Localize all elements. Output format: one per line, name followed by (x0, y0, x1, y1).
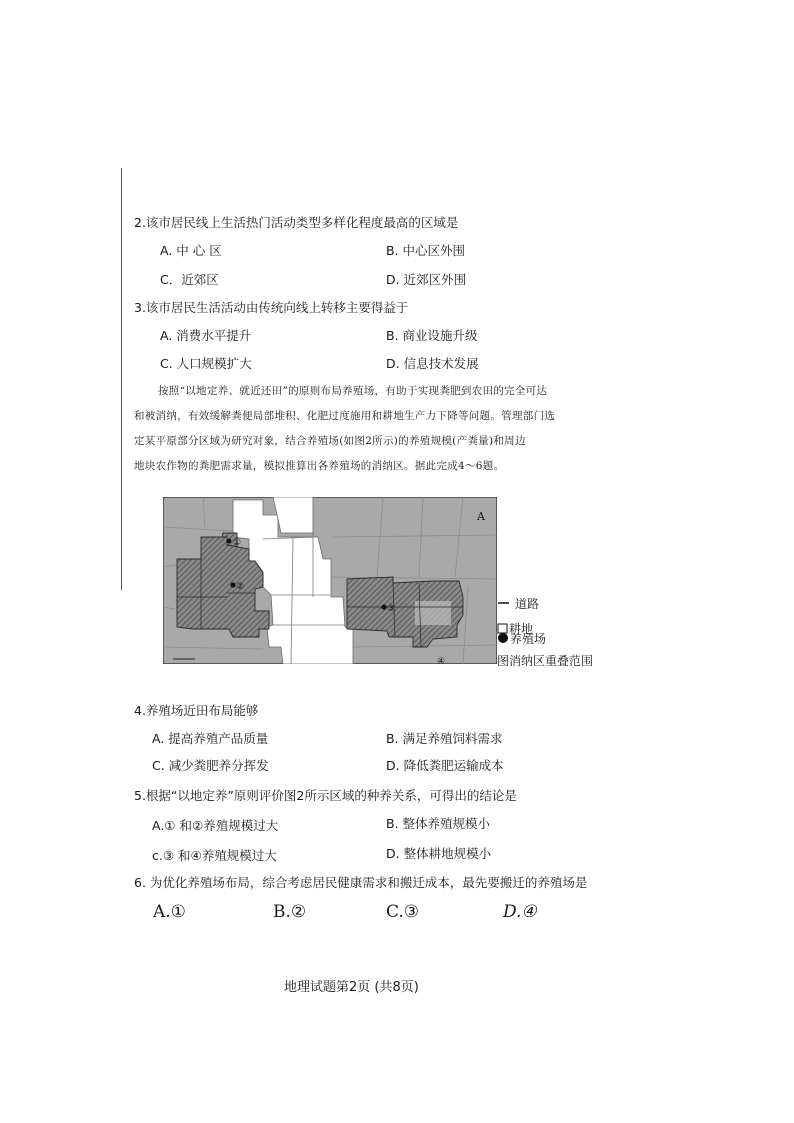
page-footer: 地理试题第2页 (共8页) (284, 980, 419, 995)
binding-margin-line (121, 168, 122, 590)
passage-line-2: 和被消纳，有效缓解粪便局部堆积、化肥过度施用和耕地生产力下降等问题。管理部门选 (134, 410, 556, 422)
q5-stem: 5.根据“以地定养”原则评价图2所示区域的种养关系，可得出的结论是 (134, 788, 517, 803)
q2-stem: 2.该市居民线上生活热门活动类型多样化程度最高的区域是 (134, 215, 459, 230)
q5-option-a[interactable]: A.① 和②养殖规模过大 (152, 818, 279, 833)
farm-1-label: ① (233, 538, 242, 548)
passage-line-1: 按照“以地定养、就近还田”的原则布局养殖场，有助于实现粪肥到农田的完全可达 (158, 385, 548, 397)
q3-option-d[interactable]: D. 信息技术发展 (386, 356, 479, 371)
q2-option-a[interactable]: A. 中 心 区 (160, 243, 222, 258)
q4-option-b[interactable]: B. 满足养殖饲料需求 (386, 731, 503, 746)
legend-farmland: 耕地 (509, 622, 534, 636)
passage-line-3: 定某平原部分区域为研究对象，结合养殖场(如图2所示)的养殖规模(产粪量)和周边 (134, 435, 526, 447)
q4-option-c[interactable]: C. 减少粪肥养分挥发 (152, 758, 269, 773)
q4-option-a[interactable]: A. 提高养殖产品质量 (152, 731, 269, 746)
farm-legend-icon (497, 632, 509, 644)
legend-overlap-caption: 图消纳区重叠范围 (497, 654, 594, 668)
q3-option-a[interactable]: A. 消费水平提升 (160, 328, 252, 343)
map-corner-label: A (477, 510, 485, 523)
q4-stem: 4.养殖场近田布局能够 (134, 703, 259, 718)
q6-stem: 6. 为优化养殖场布局，综合考虑居民健康需求和搬迁成本，最先要搬迁的养殖场是 (134, 875, 588, 890)
farm-2-label: ② (236, 582, 245, 592)
passage-line-4: 地块农作物的粪肥需求量，模拟推算出各养殖场的消纳区。据此完成4～6题。 (134, 460, 505, 472)
farm-consumption-map (163, 497, 497, 664)
farm-4-label: ④ (437, 657, 446, 664)
q3-option-b[interactable]: B. 商业设施升级 (386, 328, 478, 343)
q3-stem: 3.该市居民生活活动由传统向线上转移主要得益于 (134, 300, 409, 315)
q4-option-d[interactable]: D. 降低粪肥运输成本 (386, 758, 504, 773)
q5-option-b[interactable]: B. 整体养殖规模小 (386, 816, 491, 831)
legend-road: 道路 (515, 597, 540, 611)
q5-option-d[interactable]: D. 整体耕地规模小 (386, 846, 492, 861)
farm-3-dot (381, 604, 386, 609)
farm-1-dot (227, 539, 232, 544)
q3-option-c[interactable]: C. 人口规模扩大 (160, 356, 252, 371)
legend-farm: 养殖场 (510, 632, 547, 646)
q6-option-b[interactable]: B.② (273, 902, 307, 922)
q2-option-c[interactable]: C．近郊区 (160, 272, 219, 287)
farm-2-dot (230, 582, 235, 587)
road-legend-icon (497, 598, 511, 608)
q2-option-d[interactable]: D. 近郊区外围 (386, 272, 467, 287)
farm-3-label: ③ (387, 604, 396, 614)
q2-option-b[interactable]: B. 中心区外围 (386, 243, 466, 258)
q6-option-c[interactable]: C.③ (386, 902, 420, 922)
q6-option-a[interactable]: A.① (153, 902, 186, 922)
q6-option-d[interactable]: D.④ (503, 902, 537, 922)
q5-option-c[interactable]: c.③ 和④养殖规模过大 (152, 848, 277, 863)
